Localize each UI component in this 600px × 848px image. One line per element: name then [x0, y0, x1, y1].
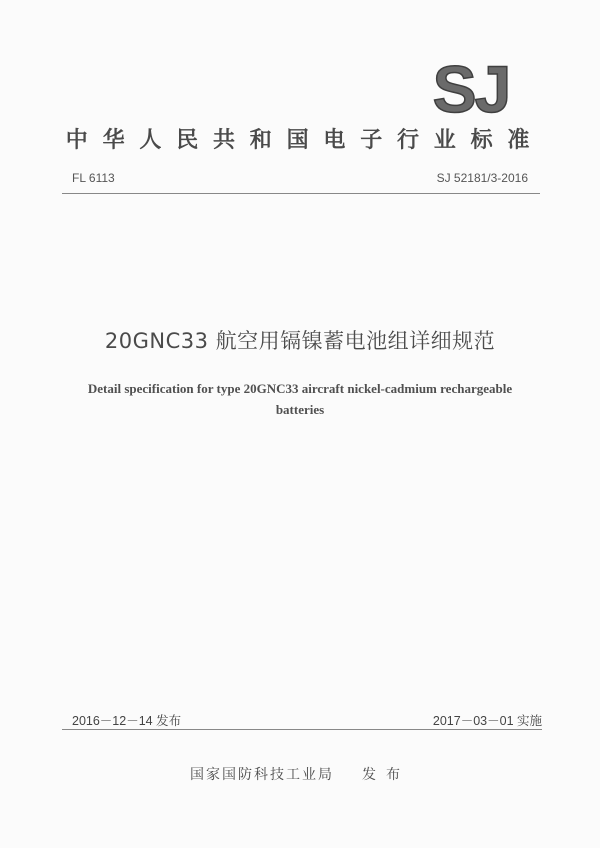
sj-logo — [424, 56, 518, 118]
classification-code: FL 6113 — [72, 171, 115, 185]
implementation-date: 2017－03－01 实施 — [432, 714, 542, 728]
sj-logo-text: SJ — [432, 56, 510, 118]
bottom-divider — [62, 729, 542, 730]
document-title-english: Detail specification for type 20GNC33 aircraft nickel-cadmium rechargeable batteries — [87, 381, 513, 417]
standard-number: SJ 52181/3-2016 — [436, 171, 528, 185]
document-title-chinese: 20GNC33 航空用镉镍蓄电池组详细规范 — [104, 329, 496, 353]
publisher-line — [0, 764, 600, 784]
code-row — [72, 171, 528, 185]
publisher-name: 国家国防科技工业局 — [190, 767, 334, 783]
issue-date: 2016－12－14 发布 — [72, 714, 182, 728]
standard-category-title: 中华人民共和国电子行业标准 — [65, 128, 545, 153]
publisher-action: 发布 — [362, 767, 410, 783]
date-row — [72, 711, 542, 729]
top-divider — [62, 193, 540, 194]
